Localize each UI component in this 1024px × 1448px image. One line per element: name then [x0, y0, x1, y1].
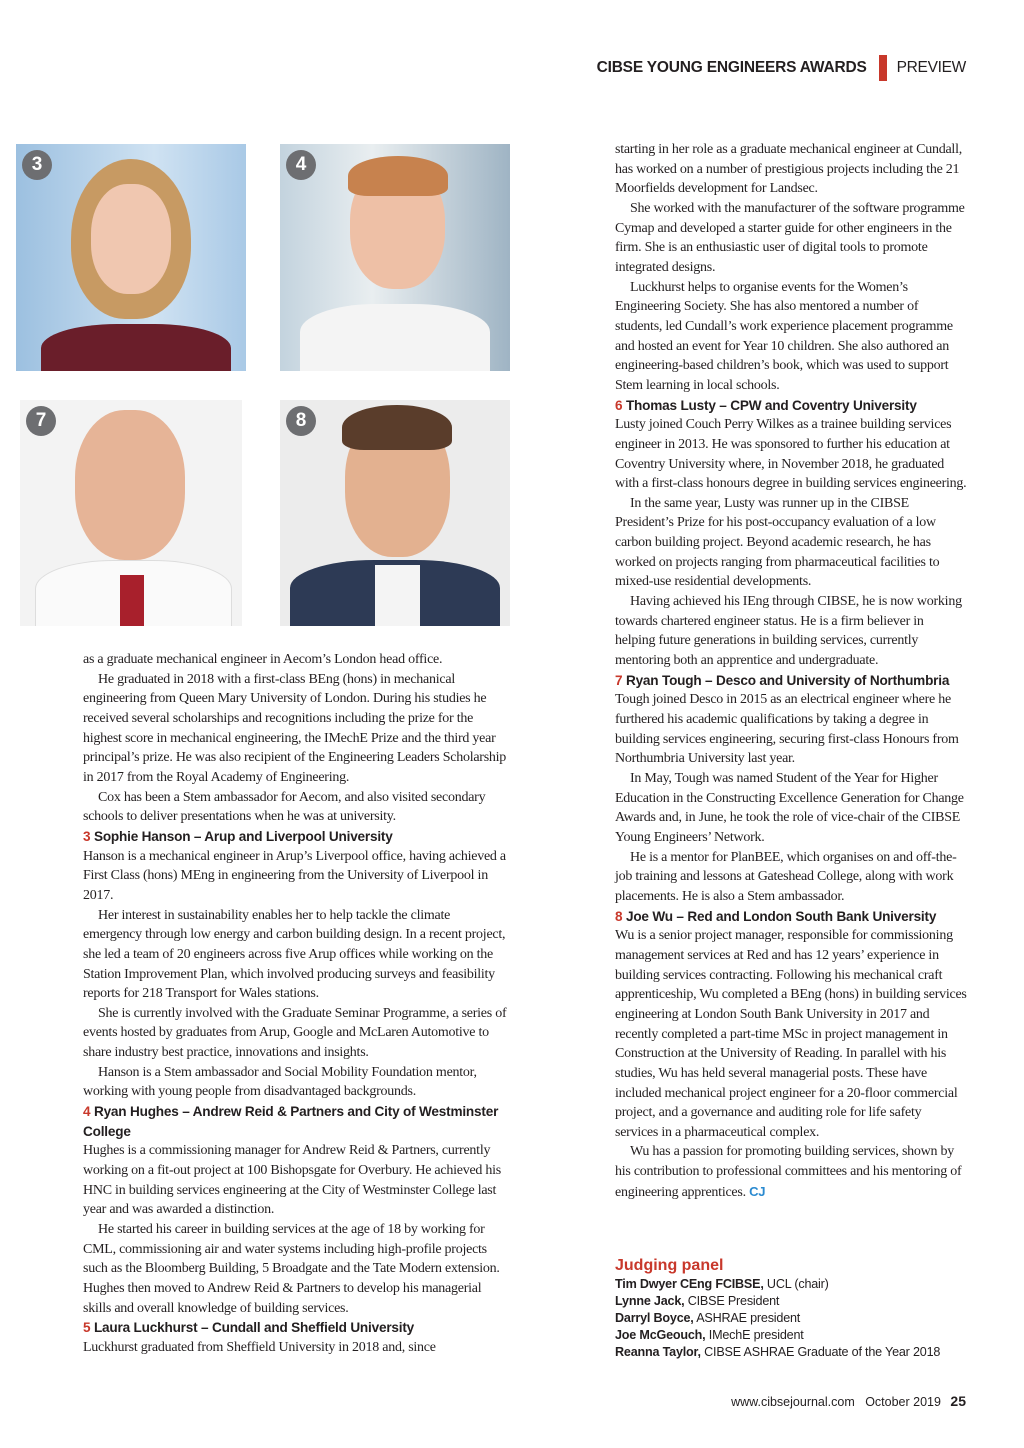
right-text-column [615, 140, 967, 1202]
photo-joe-wu [280, 400, 510, 626]
profile-name: Ryan Tough – Desco and University of Northumbria [625, 672, 950, 688]
body-paragraph [615, 415, 967, 494]
paragraph-text: Wu is a senior project manager, responsible for commissioning management services at Red and has 12 years’ experience in building services contracting. Following his mechanical craft apprenticeship, Wu completed a BEng (hons) in building services engineering at London South Bank University in 2017 and recently completed a part-time MSc in project management in Construction at the University of Reading. In parallel with his studies, Wu has held several managerial posts. These have included mechanical project engineer for a 20-floor commercial project, and a governance and auditing role for life safety services in a pharmaceutical complex. [615, 928, 967, 1140]
judge-role: ASHRAE president [693, 1311, 801, 1325]
paragraph-text: He graduated in 2018 with a first-class BEng (hons) in mechanical engineering from Queen Mary University of London. During his studies he received several scholarships and recognitions including the prize for the highest score in mechanical engineering, the IMechE Prize and the third year principal’s prize. He was also recipient of the Engineering Leaders Scholarship in 2017 from the Royal Academy of Engineering. [83, 671, 507, 785]
header-divider [879, 55, 887, 81]
body-paragraph [615, 848, 967, 907]
paragraph-text: Tough joined Desco in 2015 as an electrical engineer where he furthered his academic qualifications by taking a degree in building services engineering, securing first-class Honours from Northumbria University last year. [615, 692, 959, 767]
footer-date: October 2019 [865, 1395, 941, 1409]
body-paragraph [83, 788, 511, 827]
paragraph-text: as a graduate mechanical engineer in Aecom’s London head office. [83, 652, 443, 667]
paragraph-text: starting in her role as a graduate mechanical engineer at Cundall, has worked on a number of prestigious projects including the 21 Moorfields development for Landsec. [615, 142, 962, 197]
paragraph-text: Luckhurst graduated from Sheffield University in 2018 and, since [83, 1339, 436, 1355]
body-paragraph [83, 670, 511, 788]
paragraph-text: Hanson is a mechanical engineer in Arup’s Liverpool office, having achieved a First Class (hons) MEng in engineering from the University of Liverpool in 2017. [83, 848, 506, 903]
section-tag: PREVIEW [896, 59, 966, 76]
judge-name: Darryl Boyce, [615, 1311, 694, 1325]
body-paragraph [615, 1142, 967, 1202]
profile-heading [615, 396, 967, 416]
body-paragraph [615, 199, 967, 278]
paragraph-text: In May, Tough was named Student of the Year for Higher Education in the Constructing Excellence Generation for Change Awards and, in June, he took the role of vice-chair of the CIBSE Young Engineers’ Network. [615, 771, 964, 845]
paragraph-text: Her interest in sustainability enables her to help tackle the climate emergency through low energy and carbon building design. In a recent project, she led a team of 20 engineers across five Arup offices while working on the Station Improvement Plan, which involved producing surveys and feasibility reports for 218 Transport for Wales stations. [83, 907, 506, 1002]
paragraph-text: Hughes is a commissioning manager for Andrew Reid & Partners, currently working on a fit-out project at 100 Bishopsgate for Overbury. He achieved his HNC in building services engineering at the City of Westminster College last year and was awarded a distinction. [83, 1143, 502, 1218]
section-title: CIBSE YOUNG ENGINEERS AWARDS [596, 59, 867, 76]
body-paragraph [83, 1220, 511, 1318]
paragraph-text: Cox has been a Stem ambassador for Aecom, and also visited secondary schools to deliver presentations when he was at university. [83, 789, 486, 825]
paragraph-text: Wu has a passion for promoting building services, shown by his contribution to professional committees and his mentoring of engineering apprentices. [615, 1144, 962, 1200]
judging-panel [615, 1256, 940, 1361]
body-paragraph [83, 1063, 511, 1102]
photo-sophie-hanson [16, 144, 246, 371]
page-number: 25 [950, 1393, 966, 1409]
paragraph-text: Luckhurst helps to organise events for the Women’s Engineering Society. She has also mentored a number of students, led Cundall’s work experience placement programme and hosted an event for Year 10 children. She also authored an engineering-based children’s book, which was used to support Stem learning in local schools. [615, 279, 953, 393]
judge-member [615, 1276, 940, 1293]
body-paragraph [615, 140, 967, 199]
page-footer [731, 1393, 966, 1409]
section-header [597, 55, 966, 81]
body-paragraph [615, 494, 967, 592]
profile-heading [83, 1102, 511, 1141]
profile-number: 6 [615, 397, 623, 413]
body-paragraph [615, 690, 967, 769]
judging-panel-title: Judging panel [615, 1257, 724, 1274]
judge-role: CIBSE President [684, 1294, 780, 1308]
paragraph-text: He started his career in building services at the age of 18 by working for CML, commissioning air and water systems including high-profile projects such as the Bloomberg Building, 5 Broadgate and the Tate Modern extension. Hughes then moved to Andrew Reid & Partners to develop his managerial skills and overall knowledge of building services. [83, 1222, 500, 1316]
profile-number: 4 [83, 1104, 91, 1120]
profile-number: 7 [615, 672, 623, 688]
photo-number-badge: 4 [286, 150, 316, 180]
profile-number: 3 [83, 828, 91, 844]
body-paragraph [615, 278, 967, 396]
body-paragraph [83, 650, 511, 670]
body-paragraph [83, 906, 511, 1004]
judge-name: Reanna Taylor, [615, 1345, 701, 1359]
judge-name: Joe McGeouch, [615, 1328, 706, 1342]
body-paragraph [83, 1004, 511, 1063]
author-initials: CJ [749, 1183, 766, 1199]
judge-name: Lynne Jack, [615, 1294, 685, 1308]
profile-heading [83, 1318, 511, 1338]
photo-number-badge: 3 [22, 150, 52, 180]
profile-name: Thomas Lusty – CPW and Coventry University [625, 397, 917, 413]
footer-url: www.cibsejournal.com [731, 1395, 855, 1409]
body-paragraph [83, 1338, 511, 1358]
body-paragraph [83, 847, 511, 906]
paragraph-text: Having achieved his IEng through CIBSE, he is now working towards chartered engineer status. He is a firm believer in helping future generations in building services, currently mentoring both an apprentice and undergraduate. [615, 594, 962, 669]
judge-member [615, 1327, 940, 1344]
judge-member [615, 1293, 940, 1310]
judge-role: CIBSE ASHRAE Graduate of the Year 2018 [700, 1345, 941, 1359]
paragraph-text: She is currently involved with the Graduate Seminar Programme, a series of events hosted by graduates from Arup, Google and McLaren Automotive to share industry best practice, innovations and insights. [83, 1005, 507, 1061]
judge-member [615, 1344, 940, 1361]
body-paragraph [83, 1141, 511, 1220]
photo-ryan-hughes [280, 144, 510, 371]
paragraph-text: He is a mentor for PlanBEE, which organises on and off-the-job training and lessons at Gateshead College, along with work placements. He is also a Stem ambassador. [615, 849, 957, 904]
judge-name: Tim Dwyer CEng FCIBSE, [615, 1277, 764, 1291]
profile-number: 8 [615, 908, 623, 924]
profile-name: Ryan Hughes – Andrew Reid & Partners and City of Westminster College [83, 1104, 499, 1139]
profile-heading [83, 827, 511, 847]
judge-member [615, 1310, 940, 1327]
judge-role: IMechE president [705, 1328, 804, 1342]
profile-name: Sophie Hanson – Arup and Liverpool University [93, 828, 393, 844]
body-paragraph [615, 769, 967, 848]
profile-name: Joe Wu – Red and London South Bank University [625, 908, 937, 924]
judge-role: UCL (chair) [763, 1277, 829, 1291]
body-paragraph [615, 592, 967, 671]
paragraph-text: Hanson is a Stem ambassador and Social Mobility Foundation mentor, working with young people from disadvantaged backgrounds. [83, 1064, 477, 1100]
photo-ryan-tough [20, 400, 242, 626]
photo-number-badge: 7 [26, 406, 56, 436]
profile-heading [615, 907, 967, 927]
photo-number-badge: 8 [286, 406, 316, 436]
paragraph-text: Lusty joined Couch Perry Wilkes as a trainee building services engineer in 2013. He was sponsored to further his education at Coventry University where, in November 2018, he graduated with a first-class honours degree in building services engineering. [615, 417, 967, 492]
profile-heading [615, 671, 967, 691]
paragraph-text: She worked with the manufacturer of the software programme Cymap and developed a starter guide for other engineers in the firm. She is an enthusiastic user of digital tools to promote integrated designs. [615, 200, 965, 275]
paragraph-text: In the same year, Lusty was runner up in the CIBSE President’s Prize for his post-occupancy evaluation of a low carbon building project. Beyond academic research, he has worked on projects ranging from pharmaceutical facilities to mixed-use residential developments. [615, 495, 940, 590]
profile-name: Laura Luckhurst – Cundall and Sheffield University [93, 1320, 415, 1336]
body-paragraph [615, 926, 967, 1142]
profile-number: 5 [83, 1320, 91, 1336]
left-text-column [83, 650, 511, 1358]
